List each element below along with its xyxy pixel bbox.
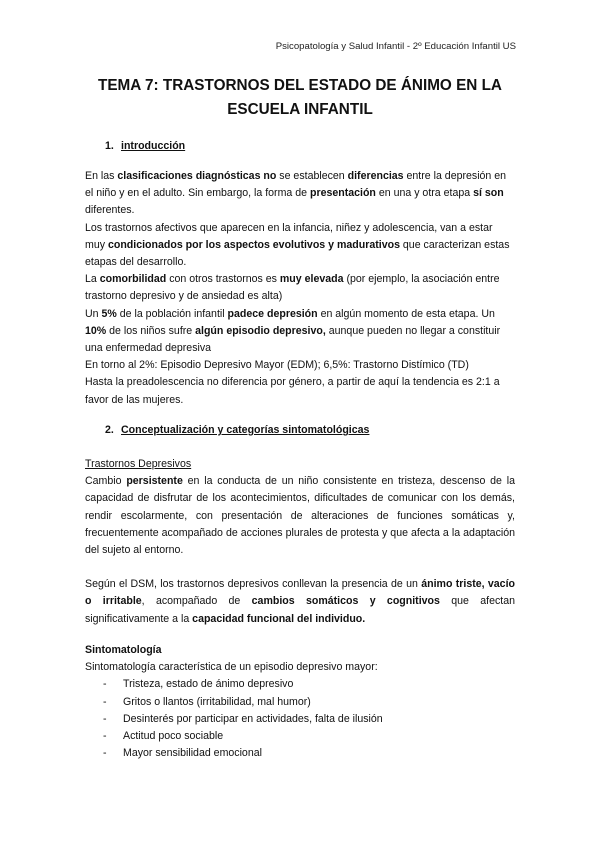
section-label: introducción xyxy=(121,140,186,152)
page-title: TEMA 7: TRASTORNOS DEL ESTADO DE ÁNIMO EN LA ESCUELA INFANTIL xyxy=(98,77,502,118)
intro-paragraph-1: En las clasificaciones diagnósticas no se establecen diferencias entre la depresión en el niño y en el adulto. Sin embargo, la forma de presentación en una y otra etapa sí son diferentes. xyxy=(85,170,507,217)
intro-block xyxy=(85,168,515,409)
list-item: - Tristeza, estado de ánimo depresivo xyxy=(103,678,294,691)
list-item: - Mayor sensibilidad emocional xyxy=(103,747,262,760)
intro-paragraph-4: Un 5% de la población infantil padece depresión en algún momento de esta etapa. Un 10% de los niños sufre algún episodio depresivo, aunque pueden no llegar a constituir una enfermedad depresiva xyxy=(85,307,501,355)
intro-paragraph-3: La comorbilidad con otros trastornos es muy elevada (por ejemplo, la asociación entre trastorno depresivo y de ansiedad es alta) xyxy=(85,273,500,303)
running-header: Psicopatología y Salud Infantil - 2º Educación Infantil US xyxy=(275,41,516,52)
section-heading-conceptualizacion xyxy=(105,424,369,436)
depresivos-paragraph-2: Según el DSM, los trastornos depresivos conllevan la presencia de un ánimo triste, vacío o irritable, acompañado de cambios somáticos y cognitivos que afectan significativamente a la capacidad funcional del individuo. xyxy=(85,578,515,625)
list-item: - Actitud poco sociable xyxy=(103,730,224,743)
symptom-list xyxy=(85,676,515,762)
section-label: Conceptualización y categorías sintomatológicas xyxy=(121,424,370,436)
depresivos-paragraph-1: Cambio persistente en la conducta de un niño consistente en tristeza, descenso de la capacidad de disfrutar de los acontecimientos, dificultades de comunicar con los demás, rendir escolarmente, con presentación de alteraciones de funciones somáticas y, frecuentemente acompañado de acciones plurales de protesta y que afecta a la adaptación del sujeto al entorno. xyxy=(85,475,515,557)
section-number: 1. xyxy=(105,140,114,152)
subheading-sintomatologia: Sintomatología xyxy=(85,644,162,656)
intro-paragraph-5: En torno al 2%: Episodio Depresivo Mayor (EDM); 6,5%: Trastorno Distímico (TD) xyxy=(85,359,469,372)
sintomatologia-block xyxy=(85,642,515,762)
intro-paragraph-6: Hasta la preadolescencia no diferencia por género, a partir de aquí la tendencia es 2:1 a favor de las mujeres. xyxy=(85,376,500,406)
section-number: 2. xyxy=(105,424,114,436)
intro-paragraph-2: Los trastornos afectivos que aparecen en la infancia, niñez y adolescencia, van a estar muy condicionados por los aspectos evolutivos y madurativos que caracterizan estas etapas del desarrollo. xyxy=(85,221,510,269)
depresivos-block xyxy=(85,456,515,628)
subheading-trastornos-depresivos: Trastornos Depresivos xyxy=(85,458,192,470)
sintomatologia-intro: Sintomatología característica de un episodio depresivo mayor: xyxy=(85,661,378,674)
list-item: - Gritos o llantos (irritabilidad, mal humor) xyxy=(103,695,311,708)
section-heading-introduccion xyxy=(105,140,185,152)
list-item: - Desinterés por participar en actividades, falta de ilusión xyxy=(103,712,383,725)
